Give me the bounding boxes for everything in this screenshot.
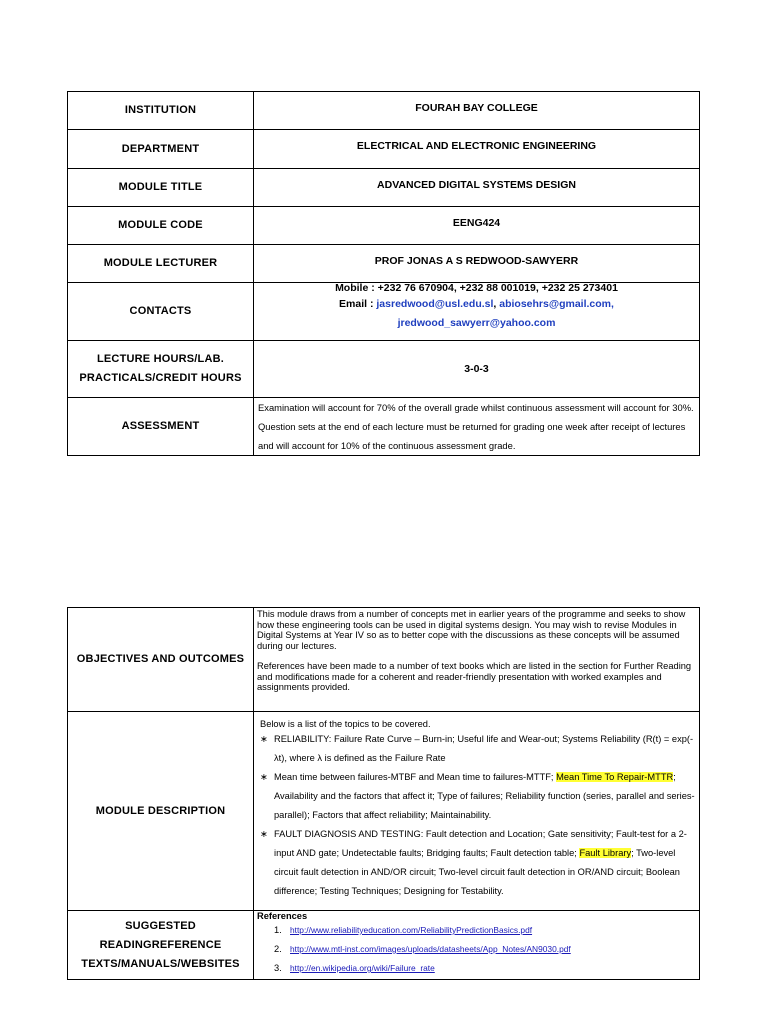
reference-link[interactable]: http://www.mtl-inst.com/images/uploads/datasheets/App_Notes/AN9030.pdf [290,944,571,954]
row-suggested-reading [68,911,700,980]
suggested-reading-label-line3: TEXTS/MANUALS/WEBSITES [81,957,240,970]
contacts-label: CONTACTS [68,283,254,341]
reference-number: 2. [274,944,282,954]
row-module-lecturer [68,245,700,283]
topic-item-mtbf [260,768,699,825]
topic-text-part2: ; Availability and the factors that affect it; Type of failures; Reliability function (series, parallel and series-parallel); Factors that affect reliability; Maintainability. [274,772,695,820]
bullet-star-icon: ∗ [260,772,268,782]
references-cell [254,911,700,980]
row-institution [68,92,700,130]
reference-number: 1. [274,925,282,935]
reference-item [254,959,699,978]
module-info-table [67,91,700,456]
topics-intro: Below is a list of the topics to be covered. [260,719,431,729]
objectives-paragraph-1: This module draws from a number of concepts met in earlier years of the programme and seeks to show how these engineering tools can be used in digital systems design. You may wish to revise Modules in Digital Systems at Year IV so as to better cope with the discussions as these concepts will be assumed during our lectures. [257,609,686,651]
hours-label [68,341,254,398]
hours-label-line1: LECTURE HOURS/LAB. [96,353,225,365]
objectives-text [254,608,700,712]
bullet-star-icon: ∗ [260,829,268,839]
institution-label: INSTITUTION [68,92,254,130]
suggested-reading-label-line1: SUGGESTED [125,919,196,932]
email-link-3[interactable]: jredwood_sawyerr@yahoo.com [397,317,556,329]
topic-text-part1: Mean time between failures-MTBF and Mean time to failures-MTTF; [274,772,557,782]
module-description-text [254,712,700,911]
topic-item-reliability [260,730,699,768]
row-module-code [68,207,700,245]
email-prefix: Email : [339,298,377,310]
suggested-reading-label [68,911,254,980]
module-code-value: EENG424 [254,207,700,245]
objectives-label: OBJECTIVES AND OUTCOMES [68,608,254,712]
assessment-label: ASSESSMENT [68,398,254,456]
module-title-value: ADVANCED DIGITAL SYSTEMS DESIGN [254,169,700,207]
reference-link[interactable]: http://en.wikipedia.org/wiki/Failure_rate [290,963,435,973]
hours-label-line2: PRACTICALS/CREDIT HOURS [79,372,242,384]
topic-text-part1: FAULT DIAGNOSIS AND TESTING: Fault detection and Location; Gate sensitivity; Fault-test for a 2-input AND gate; Undetectable faults; Bridging faults; Fault detection table; [274,829,687,858]
module-details-table [67,607,700,980]
suggested-reading-label-line2: READINGREFERENCE [99,938,222,951]
department-label: DEPARTMENT [68,130,254,169]
highlighted-text-mttr: Mean Time To Repair-MTTR [556,772,674,782]
objectives-paragraph-2: References have been made to a number of text books which are listed in the section for Further Reading and modifications made for a coherent and reader-friendly presentation with worked examples and assignments provided. [257,661,692,692]
module-lecturer-label: MODULE LECTURER [68,245,254,283]
reference-link[interactable]: http://www.reliabilityeducation.com/ReliabilityPredictionBasics.pdf [290,925,533,935]
row-hours [68,341,700,398]
hours-value: 3-0-3 [254,341,700,398]
row-module-description [68,712,700,911]
references-title: References [257,911,308,921]
module-code-label: MODULE CODE [68,207,254,245]
module-lecturer-value: PROF JONAS A S REDWOOD-SAWYERR [254,245,700,283]
row-department [68,130,700,169]
reference-item [254,921,699,940]
topic-item-fault-diagnosis [260,825,699,901]
email-link-2[interactable]: abiosehrs@gmail.com, [499,298,614,310]
email-line [254,292,699,314]
bullet-star-icon: ∗ [260,734,268,744]
institution-value: FOURAH BAY COLLEGE [254,92,700,130]
row-contacts [68,283,700,341]
reference-number: 3. [274,963,282,973]
email-separator: , [493,298,500,310]
topic-text-part2: ; Two-level circuit fault detection in AND/OR circuit; Two-level circuit fault detection in OR/AND circuit; Boolean difference; Testing Techniques; Designing for Testability. [274,848,680,896]
module-title-label: MODULE TITLE [68,169,254,207]
assessment-text: Examination will account for 70% of the overall grade whilst continuous assessment will account for 30%. Question sets at the end of each lecture must be returned for grading one week after receipt of lectures and will account for 10% of the continuous assessment grade. [254,398,700,456]
contacts-value [254,283,700,341]
module-description-label: MODULE DESCRIPTION [68,712,254,911]
row-assessment [68,398,700,456]
department-value: ELECTRICAL AND ELECTRONIC ENGINEERING [254,130,700,169]
email-link-1[interactable]: jasredwood@usl.edu.sl [376,298,494,310]
highlighted-text-fault-library: Fault Library [579,848,632,858]
reference-item [254,940,699,959]
row-module-title [68,169,700,207]
topic-text: RELIABILITY: Failure Rate Curve – Burn-in; Useful life and Wear-out; Systems Reliability (R(t) = exp(-λt), where λ is defined as the Failure Rate [274,734,694,763]
mobile-numbers: Mobile : +232 76 670904, +232 88 001019, +232 25 273401 [335,282,618,294]
row-objectives [68,608,700,712]
